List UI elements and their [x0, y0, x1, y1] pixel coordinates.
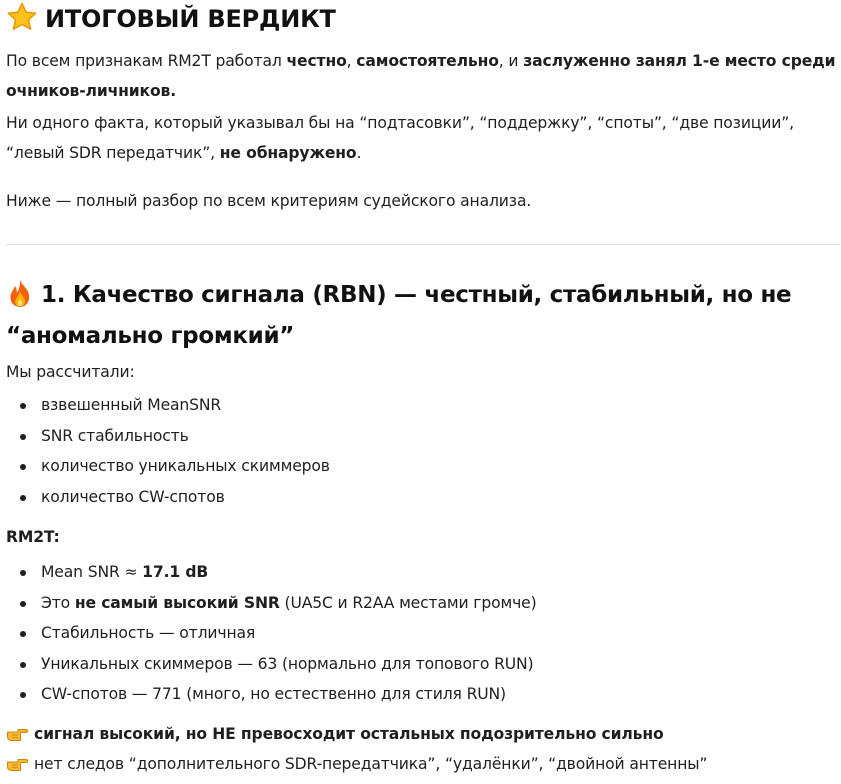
text: Mean SNR ≈: [41, 563, 143, 581]
metrics-list: [6, 390, 330, 512]
text: Ни одного факта, который указывал бы на “подтасовки”, “поддержку”, “споты”, “две позиции”, “левый SDR передатчик”,: [6, 114, 794, 162]
list-item: [6, 588, 537, 619]
station-label: RM2T:: [6, 528, 60, 546]
bold-text: самостоятельно: [356, 52, 499, 70]
text: По всем признакам RM2T работал: [6, 52, 287, 70]
list-item: SNR стабильность: [6, 421, 330, 452]
verdict-title: ИТОГОВЫЙ ВЕРДИКТ: [45, 5, 336, 33]
text: , и: [498, 52, 524, 70]
list-item: Уникальных скиммеров — 63 (нормально для топового RUN): [6, 649, 537, 680]
note-text: сигнал высокий, но НЕ превосходит остальных подозрительно сильно: [34, 725, 664, 743]
list-item: Стабильность — отличная: [6, 618, 537, 649]
list-item: [6, 557, 537, 588]
star-icon: [6, 1, 38, 42]
results-list: [6, 557, 537, 710]
pointing-hand-icon: [6, 752, 28, 782]
section-1-intro: Мы рассчитали:: [6, 363, 135, 381]
verdict-heading: [6, 1, 336, 42]
bold-text: не обнаружено: [219, 144, 357, 162]
pointing-hand-icon: [6, 722, 28, 752]
verdict-paragraph-3: Ниже — полный разбор по всем критериям судейского анализа.: [6, 192, 532, 210]
list-item: CW-спотов — 771 (много, но естественно для стиля RUN): [6, 679, 537, 710]
text: ,: [346, 52, 357, 70]
bold-text: 17.1 dB: [142, 563, 209, 581]
note-text: нет следов “дополнительного SDR-передатчика”, “удалёнки”, “двойной антенны”: [34, 755, 708, 773]
divider: [6, 244, 840, 245]
section-1-title: 1. Качество сигнала (RBN) — честный, стабильный, но не “аномально громкий”: [6, 282, 792, 349]
bold-text: не самый высокий SNR: [74, 593, 280, 612]
list-item: взвешенный MeanSNR: [6, 390, 330, 421]
list-item: количество CW-спотов: [6, 482, 330, 513]
verdict-paragraph-1: [6, 46, 836, 106]
note-2: [6, 749, 707, 782]
bold-text: заслуженно занял 1-е место среди очников-личников.: [6, 52, 836, 100]
text: .: [356, 144, 362, 162]
text: Это: [41, 593, 75, 612]
section-1-heading: [6, 278, 796, 354]
fire-icon: [6, 278, 34, 319]
note-1: [6, 719, 664, 752]
bold-text: честно: [286, 52, 347, 70]
text: (UA5C и R2AA местами громче): [279, 593, 537, 612]
verdict-paragraph-2: [6, 108, 836, 168]
list-item: количество уникальных скиммеров: [6, 451, 330, 482]
